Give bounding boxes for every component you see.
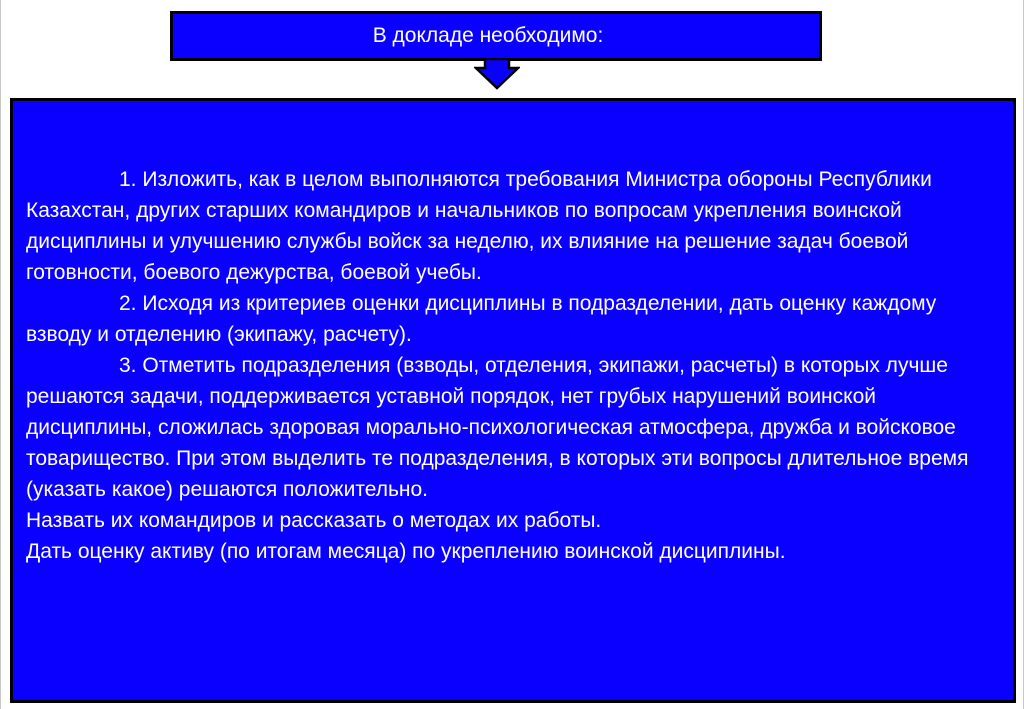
paragraph-item-4: Назвать их командиров и рассказать о методах их работы. [26, 509, 602, 532]
paragraph-item-5: Дать оценку активу (по итогам месяца) по укреплению воинской дисциплины. [26, 540, 786, 563]
content-box [10, 98, 1016, 703]
content-text [26, 164, 1001, 567]
paragraph-item-2: 2. Исходя из критериев оценки дисциплины в подразделении, дать оценку каждому взводу и отделению (экипажу, расчету). [26, 292, 937, 346]
header-title: В докладе необходимо: [372, 24, 604, 47]
header-box [170, 11, 822, 61]
paragraph-item-1: 1. Изложить, как в целом выполняются требования Министра обороны Республики Казахстан, других старших командиров и начальников по вопросам укрепления воинской дисциплины и улучшению службы войск за неделю, их влияние на решение задач боевой готовности, боевого дежурства, боевой учебы. [26, 168, 932, 284]
arrow-down-icon [474, 58, 520, 90]
paragraph-item-3: 3. Отметить подразделения (взводы, отделения, экипажи, расчеты) в которых лучше решаются задачи, поддерживается уставной порядок, нет грубых нарушений воинской дисциплины, сложилась здоровая морально-психологическая атмосфера, дружба и войсковое товарищество. При этом выделить те подразделения, в которых эти вопросы длительное время (указать какое) решаются положительно. [26, 354, 969, 501]
left-edge-line [0, 0, 1, 709]
